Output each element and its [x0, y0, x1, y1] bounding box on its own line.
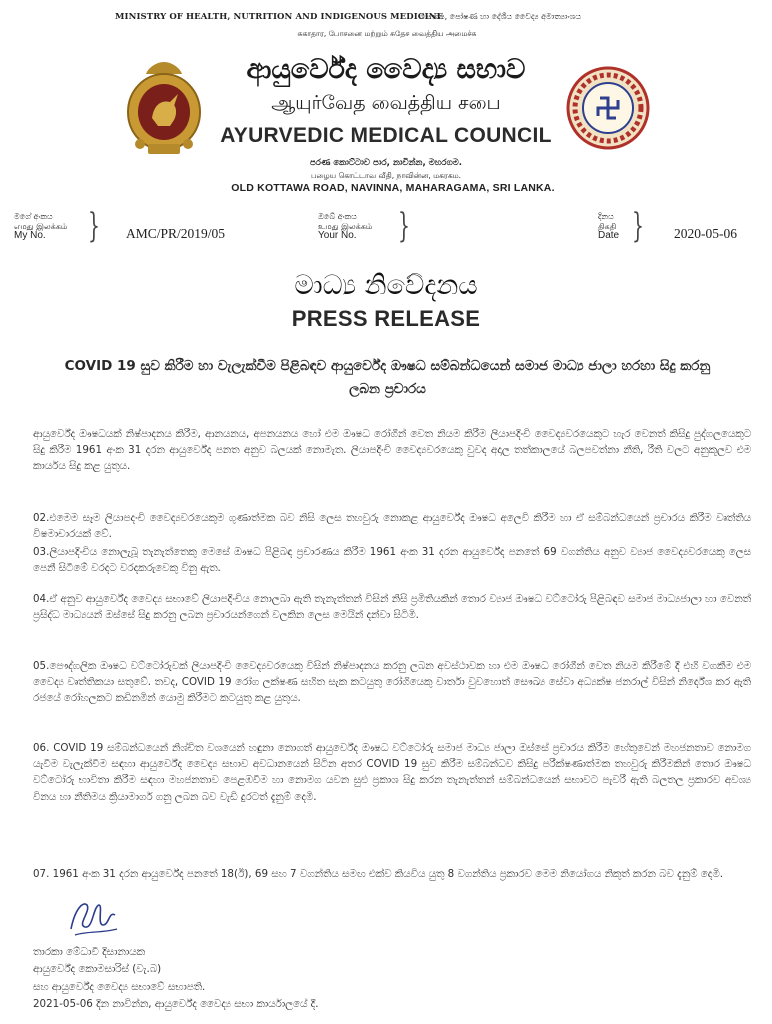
your-no-label-english: Your No.	[318, 230, 357, 241]
address-sinhala: පරණ කොට්ටාව පාර, නාවින්න, මහරගම.	[309, 158, 462, 168]
heading-sinhala: මාධ්‍ය නිවේදනය	[294, 270, 478, 301]
date-label	[598, 212, 619, 241]
paragraph-4: 04.ඒ අනුව ආයුර්වේද වෛද්‍ය සභාවේ ලියාපදිංචිය නොලබා ඇති තැනැත්තන් විසින් නිසි ප්‍රමිතියකින් තොර ව්‍යාජ ඖෂධ වට්ටෝරු පිළිබඳව සමාජ මාධ්‍යජාලා හා වෙනත් ප්‍රසිද්ධ මාධ්‍යයන් ඔස්සේ සිදු කරනු ලබන ප්‍රචාරයන්ගෙන් වලකින ලෙස මෙයින් දන්වා සිටිමි.	[33, 593, 751, 622]
date-label-tamil: திகதி	[598, 221, 617, 231]
my-no-label-english: My No.	[14, 230, 46, 241]
your-no-brace: }	[398, 206, 410, 246]
paragraph-3: 03.ලියාපදිංචිය නොලැබූ තැනැත්තෙකු මෙසේ ඖෂධ පිළිබඳ ප්‍රචාරණය කිරීම 1961 අංක 31 දරන ආයුර්වේද පනතේ 69 වගන්තිය අනුව ව්‍යාජ වෛද්‍යවරයෙකු ලෙස පෙනී සිටීමේ වරදට වරදකරුවෙකු විනු ඇත.	[33, 546, 751, 575]
ministry-name-english: MINISTRY OF HEALTH, NUTRITION AND INDIGENOUS MEDICINE	[115, 12, 444, 22]
your-no-label-sinhala: ඔබේ අංකය	[318, 212, 357, 221]
signatory-role: සහ ආයුර්වේද වෛද්‍ය සභාවේ සභාපති.	[33, 980, 206, 993]
national-emblem-icon	[118, 60, 210, 158]
signatory-title: ආයුර්වේද කොමසාරිස් (වැ.බ)	[33, 963, 162, 976]
date-label-sinhala: දිනය	[598, 212, 614, 221]
council-logo-icon	[566, 66, 650, 150]
heading-english: PRESS RELEASE	[291, 306, 481, 331]
ministry-name-sinhala: සෞඛ්‍ය, පෝෂණ හා දේශීය වෛද්‍ය අමාත්‍යාංශය	[420, 12, 581, 21]
my-no-label-sinhala: මගේ අංකය	[14, 212, 53, 221]
date-label-english: Date	[598, 230, 620, 241]
my-no-value: AMC/PR/2019/05	[126, 226, 226, 241]
my-no-label-tamil: எமது இலக்கம்	[14, 221, 68, 231]
subheading: COVID 19 සුව කිරීම හා වැලැක්වීම පිළිබඳව ආයුර්වේද ඖෂධ සම්බන්ධයෙන් සමාජ මාධ්‍ය ජාලා හරහා සිදු කරනු ලබන ප්‍රචාරය	[64, 358, 711, 397]
my-no-brace: }	[88, 206, 100, 246]
address-tamil: பழைய கொட்டாவ வீதி, நாவின்ன, மகரகம.	[310, 171, 462, 180]
your-no-label-tamil: உமது இலக்கம்	[318, 221, 373, 231]
council-name-tamil: ஆயுர்வேத வைத்திய சபை	[271, 92, 501, 114]
handwritten-signature-icon	[63, 895, 123, 943]
paragraph-6: 06. COVID 19 සම්බන්ධයෙන් නිශ්චිත වශයෙන් හඳුනා නොගත් ආයුර්වේද ඖෂධ වට්ටෝරු සමාජ මාධ්‍ය ජාලා ඔස්සේ ප්‍රචාරය කිරීම හේතුවෙන් මහජනතාව නොමග යැවීම වැලැක්වීම සඳහා ආයුර්වේද වෛද්‍ය සභාව අවධානයෙන් සිටින අතර COVID 19 සුව කිරීම සම්බන්ධව කිසිදු පරීක්ෂණාත්මක තහවුරු කිරීමකින් තොර ඖෂධ වට්ටෝරු භාවිතා කිරීම සඳහා මහජනතාව පෙළඹවීම හා නොමග යවන සුළු ප්‍රකාශ සිදු කරන තැනැත්තන් සම්බන්ධයෙන් සභාවට පැවරී ඇති බලතල ප්‍රකාරව අවශ්‍ය විනය හා නීතිමය ක්‍රියාමාර්ග ගනු ලබන බව වැඩි දුරටත් දැනුම් දෙමි.	[33, 742, 751, 803]
signatory-place-date: 2021-05-06 දින නාවින්න, ආයුර්වේද වෛද්‍ය සභා කාර්යාලයේ දී.	[33, 998, 319, 1011]
paragraph-7: 07. 1961 අංක 31 දරන ආයුර්වේද පනතේ 18(ඊ), 69 සහ 7 වගන්තිය සමඟ එක්ව කියවිය යුතු 8 වගන්තිය ප්‍රකාරව මෙම නියෝගය නිකුත් කරන බව දැනුම් දෙමි.	[33, 868, 724, 880]
paragraph-1: ආයුර්වේද ඖෂධයක් නිෂ්පාදනය කිරීම, ආනයනය, අපනයනය හෝ එම ඖෂධ රෝගීන් වෙත නියම කිරීම ලියාපදිංචි වෛද්‍යවරයෙකුට හැර වෙනත් කිසිදු පුද්ගලයෙකුට සිදු කිරීම 1961 අංක 31 දරන ආයුර්වේද පනත අනුව බලයක් නොමැත. ලියාපදිංචි වෛද්‍යවරයෙකු වුවද අදාල තත්කාලයේ බලපවත්නා නීති, රීති වලට අනුකූලව එම කාර්යය සිදු කළ යුතුය.	[33, 428, 751, 473]
signatory-name: තාරකා මේධාවී දිසානායක	[33, 946, 145, 958]
council-name-sinhala: ආයුර්වේද වෛද්‍ය සභාව	[246, 54, 526, 85]
ministry-name-tamil: சுகாதார, போசனை மற்றும் சுதேச வைத்திய அமைச்சு	[297, 29, 477, 38]
date-value: 2020-05-06	[674, 226, 737, 241]
signature-block	[33, 944, 319, 1014]
paragraph-2: 02.එමෙම සෑම ලියාපදංචි වෛද්‍යවරයෙකුම ගුණාත්මක බව නිසි ලෙස තහවුරු නොකළ ආයුර්වේද ඖෂධ අලෙවි කිරීම හා ඒ සම්බන්ධයෙන් ප්‍රචාරය කිරීම වෘත්තිය විෂමාචාරයක් වේ.	[33, 512, 751, 541]
address-english: OLD KOTTAWA ROAD, NAVINNA, MAHARAGAMA, SRI LANKA.	[231, 182, 555, 194]
your-no-label	[318, 212, 372, 241]
council-name-english: AYURVEDIC MEDICAL COUNCIL	[220, 124, 552, 147]
my-no-label	[14, 212, 67, 241]
paragraph-5: 05.පෞද්ගලික ඖෂධ වට්ටෝරුවක් ලියාපදිංචි වෛද්‍යවරයෙකු විසින් නිෂ්පාදනය කරනු ලබන අවස්ථාවක හා එම ඖෂධ රෝගීන් වෙත නියම කිරීමේ දී එහි වගකීම එම වෛද්‍ය වෘත්තිකයා සතුවේ. තවද, COVID 19 රෝග ලක්ෂණ සහිත සැක කටයුතු රෝගියෙකු වාර්තා වුවහොත් සෞඛ්‍ය සේවා අධ්‍යක්ෂ ජනරාල් විසින් නිර්දේශ කර ඇති රජයේ රෝහලකට කඩිනමින් යොමු කිරීමට කටයුතු කළ යුතුය.	[33, 660, 751, 705]
date-brace: }	[632, 206, 644, 246]
